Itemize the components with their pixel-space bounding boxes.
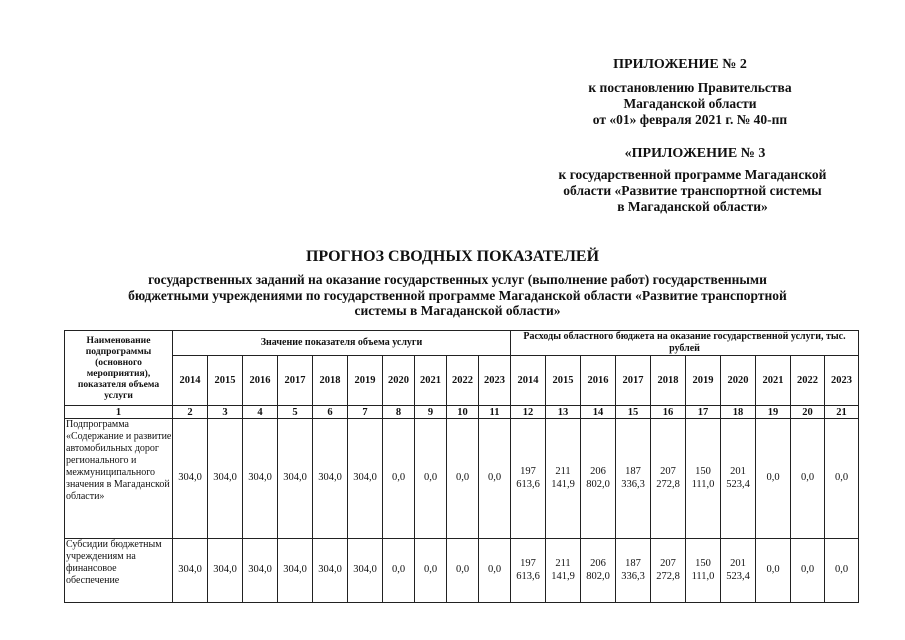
- expense-value-part: 0,0: [766, 564, 780, 576]
- expense-year-header: 2020: [721, 356, 756, 406]
- years-row: [65, 356, 859, 406]
- expense-value: [511, 419, 546, 539]
- name-column-header: Наименование подпрограммы (основного мероприятия), показателя объема услуги: [65, 331, 173, 406]
- column-number: 12: [511, 406, 546, 419]
- expense-value: [546, 419, 581, 539]
- expense-year-header: 2015: [546, 356, 581, 406]
- expense-value-part: 802,0: [586, 478, 610, 490]
- volume-year-header: 2019: [348, 356, 383, 406]
- column-number: 14: [581, 406, 616, 419]
- expense-value-part: 523,4: [726, 570, 750, 582]
- expense-value: [721, 419, 756, 539]
- table-body: [65, 419, 859, 603]
- column-number: 7: [348, 406, 383, 419]
- expense-value: [825, 419, 859, 539]
- column-number: 19: [756, 406, 791, 419]
- column-number: 13: [546, 406, 581, 419]
- expense-value-part: 0,0: [766, 472, 780, 484]
- decree-line: к постановлению Правительства: [588, 80, 792, 95]
- program-line: области «Развитие транспортной системы: [563, 183, 822, 198]
- volume-value: 0,0: [383, 539, 415, 603]
- expense-value-part: 211: [555, 466, 571, 477]
- column-number: 5: [278, 406, 313, 419]
- column-number: 11: [479, 406, 511, 419]
- program-line: в Магаданской области»: [617, 199, 768, 214]
- expense-value: [651, 539, 686, 603]
- volume-value: 304,0: [278, 539, 313, 603]
- expense-value-part: 187: [625, 466, 641, 477]
- volume-value: 304,0: [243, 419, 278, 539]
- column-number: 16: [651, 406, 686, 419]
- subtitle-line: бюджетными учреждениями по государственной программе Магаданской области «Развитие транспортной: [128, 287, 787, 303]
- expense-value-part: 206: [590, 558, 606, 569]
- expense-value: [721, 539, 756, 603]
- expense-value-part: 141,9: [551, 570, 575, 582]
- expense-year-header: 2017: [616, 356, 651, 406]
- column-number: 2: [173, 406, 208, 419]
- volume-group-header: Значение показателя объема услуги: [173, 331, 511, 356]
- expense-value-part: 201: [730, 466, 746, 477]
- expense-value: [616, 419, 651, 539]
- expense-year-header: 2016: [581, 356, 616, 406]
- decree-line: от «01» февраля 2021 г. № 40-пп: [592, 112, 788, 127]
- column-number: 20: [791, 406, 825, 419]
- expense-value-part: 0,0: [800, 472, 815, 484]
- expense-value-part: 197: [520, 558, 536, 569]
- column-number: 21: [825, 406, 859, 419]
- expense-value: [686, 419, 721, 539]
- expense-year-header: 2021: [756, 356, 791, 406]
- volume-value: 0,0: [447, 419, 479, 539]
- appendix-2-heading: ПРИЛОЖЕНИЕ № 2: [613, 57, 747, 72]
- column-numbers-row: [65, 406, 859, 419]
- expense-value: [791, 419, 825, 539]
- volume-value: 304,0: [313, 419, 348, 539]
- volume-value: 304,0: [173, 419, 208, 539]
- volume-value: 304,0: [278, 419, 313, 539]
- table-row: [65, 539, 859, 603]
- expense-value-part: 272,8: [656, 570, 680, 582]
- column-number: 18: [721, 406, 756, 419]
- column-number: 10: [447, 406, 479, 419]
- volume-value: 304,0: [348, 419, 383, 539]
- table-row: [65, 419, 859, 539]
- expense-value-part: 613,6: [516, 478, 540, 490]
- expense-value: [825, 539, 859, 603]
- program-reference: [520, 167, 865, 215]
- expense-group-header: Расходы областного бюджета на оказание государственной услуги, тыс. рублей: [511, 331, 859, 356]
- expense-value-part: 141,9: [551, 478, 575, 490]
- expense-year-header: 2023: [825, 356, 859, 406]
- column-number: 15: [616, 406, 651, 419]
- expense-value: [511, 539, 546, 603]
- expense-value-part: 802,0: [586, 570, 610, 582]
- subtitle-line: системы в Магаданской области»: [354, 303, 561, 318]
- volume-value: 304,0: [208, 539, 243, 603]
- appendix-3-heading: «ПРИЛОЖЕНИЕ № 3: [624, 146, 766, 161]
- column-number: 8: [383, 406, 415, 419]
- volume-value: 0,0: [383, 419, 415, 539]
- volume-value: 304,0: [243, 539, 278, 603]
- expense-year-header: 2022: [791, 356, 825, 406]
- column-number: 1: [65, 406, 173, 419]
- volume-year-header: 2023: [479, 356, 511, 406]
- volume-year-header: 2021: [415, 356, 447, 406]
- decree-line: Магаданской области: [623, 96, 757, 111]
- volume-value: 0,0: [447, 539, 479, 603]
- expense-value-part: 0,0: [834, 564, 849, 576]
- expense-value-part: 150: [695, 558, 711, 569]
- volume-value: 304,0: [313, 539, 348, 603]
- column-number: 4: [243, 406, 278, 419]
- expense-value: [686, 539, 721, 603]
- column-number: 6: [313, 406, 348, 419]
- expense-value-part: 111,0: [691, 478, 715, 490]
- volume-year-header: 2018: [313, 356, 348, 406]
- expense-value-part: 111,0: [691, 570, 715, 582]
- expense-value: [756, 539, 791, 603]
- volume-year-header: 2022: [447, 356, 479, 406]
- volume-value: 304,0: [173, 539, 208, 603]
- column-number: 17: [686, 406, 721, 419]
- expense-year-header: 2019: [686, 356, 721, 406]
- volume-year-header: 2015: [208, 356, 243, 406]
- expense-value-part: 207: [660, 466, 676, 477]
- expense-value: [581, 539, 616, 603]
- expense-value-part: 207: [660, 558, 676, 569]
- volume-year-header: 2020: [383, 356, 415, 406]
- column-number: 3: [208, 406, 243, 419]
- volume-year-header: 2016: [243, 356, 278, 406]
- expense-value-part: 613,6: [516, 570, 540, 582]
- expense-value-part: 272,8: [656, 478, 680, 490]
- volume-value: 304,0: [208, 419, 243, 539]
- row-name: Субсидии бюджетным учреждениям на финансовое обеспечение: [65, 539, 173, 603]
- expense-value-part: 523,4: [726, 478, 750, 490]
- volume-year-header: 2017: [278, 356, 313, 406]
- expense-value-part: 336,3: [621, 570, 645, 582]
- expense-year-header: 2014: [511, 356, 546, 406]
- document-subtitle: [90, 272, 825, 319]
- expense-value: [791, 539, 825, 603]
- expense-value-part: 197: [520, 466, 536, 477]
- expense-value-part: 201: [730, 558, 746, 569]
- expense-year-header: 2018: [651, 356, 686, 406]
- program-line: к государственной программе Магаданской: [558, 167, 827, 182]
- expense-value: [616, 539, 651, 603]
- expense-value-part: 336,3: [621, 478, 645, 490]
- subtitle-line: государственных заданий на оказание государственных услуг (выполнение работ) государственными: [148, 272, 767, 287]
- row-name: Подпрограмма «Содержание и развитие автомобильных дорог регионального и межмуниципального значения в Магаданской области»: [65, 419, 173, 539]
- expense-value: [546, 539, 581, 603]
- expense-value-part: 187: [625, 558, 641, 569]
- expense-value-part: 0,0: [834, 472, 849, 484]
- volume-value: 0,0: [479, 539, 511, 603]
- decree-reference: [555, 80, 825, 128]
- expense-value: [756, 419, 791, 539]
- volume-value: 0,0: [479, 419, 511, 539]
- volume-year-header: 2014: [173, 356, 208, 406]
- volume-value: 0,0: [415, 539, 447, 603]
- expense-value-part: 0,0: [800, 564, 815, 576]
- indicators-table: [64, 330, 859, 603]
- expense-value: [581, 419, 616, 539]
- expense-value-part: 211: [555, 558, 571, 569]
- expense-value: [651, 419, 686, 539]
- expense-value-part: 206: [590, 466, 606, 477]
- volume-value: 0,0: [415, 419, 447, 539]
- document-title: ПРОГНОЗ СВОДНЫХ ПОКАЗАТЕЛЕЙ: [305, 248, 600, 265]
- volume-value: 304,0: [348, 539, 383, 603]
- expense-value-part: 150: [695, 466, 711, 477]
- column-number: 9: [415, 406, 447, 419]
